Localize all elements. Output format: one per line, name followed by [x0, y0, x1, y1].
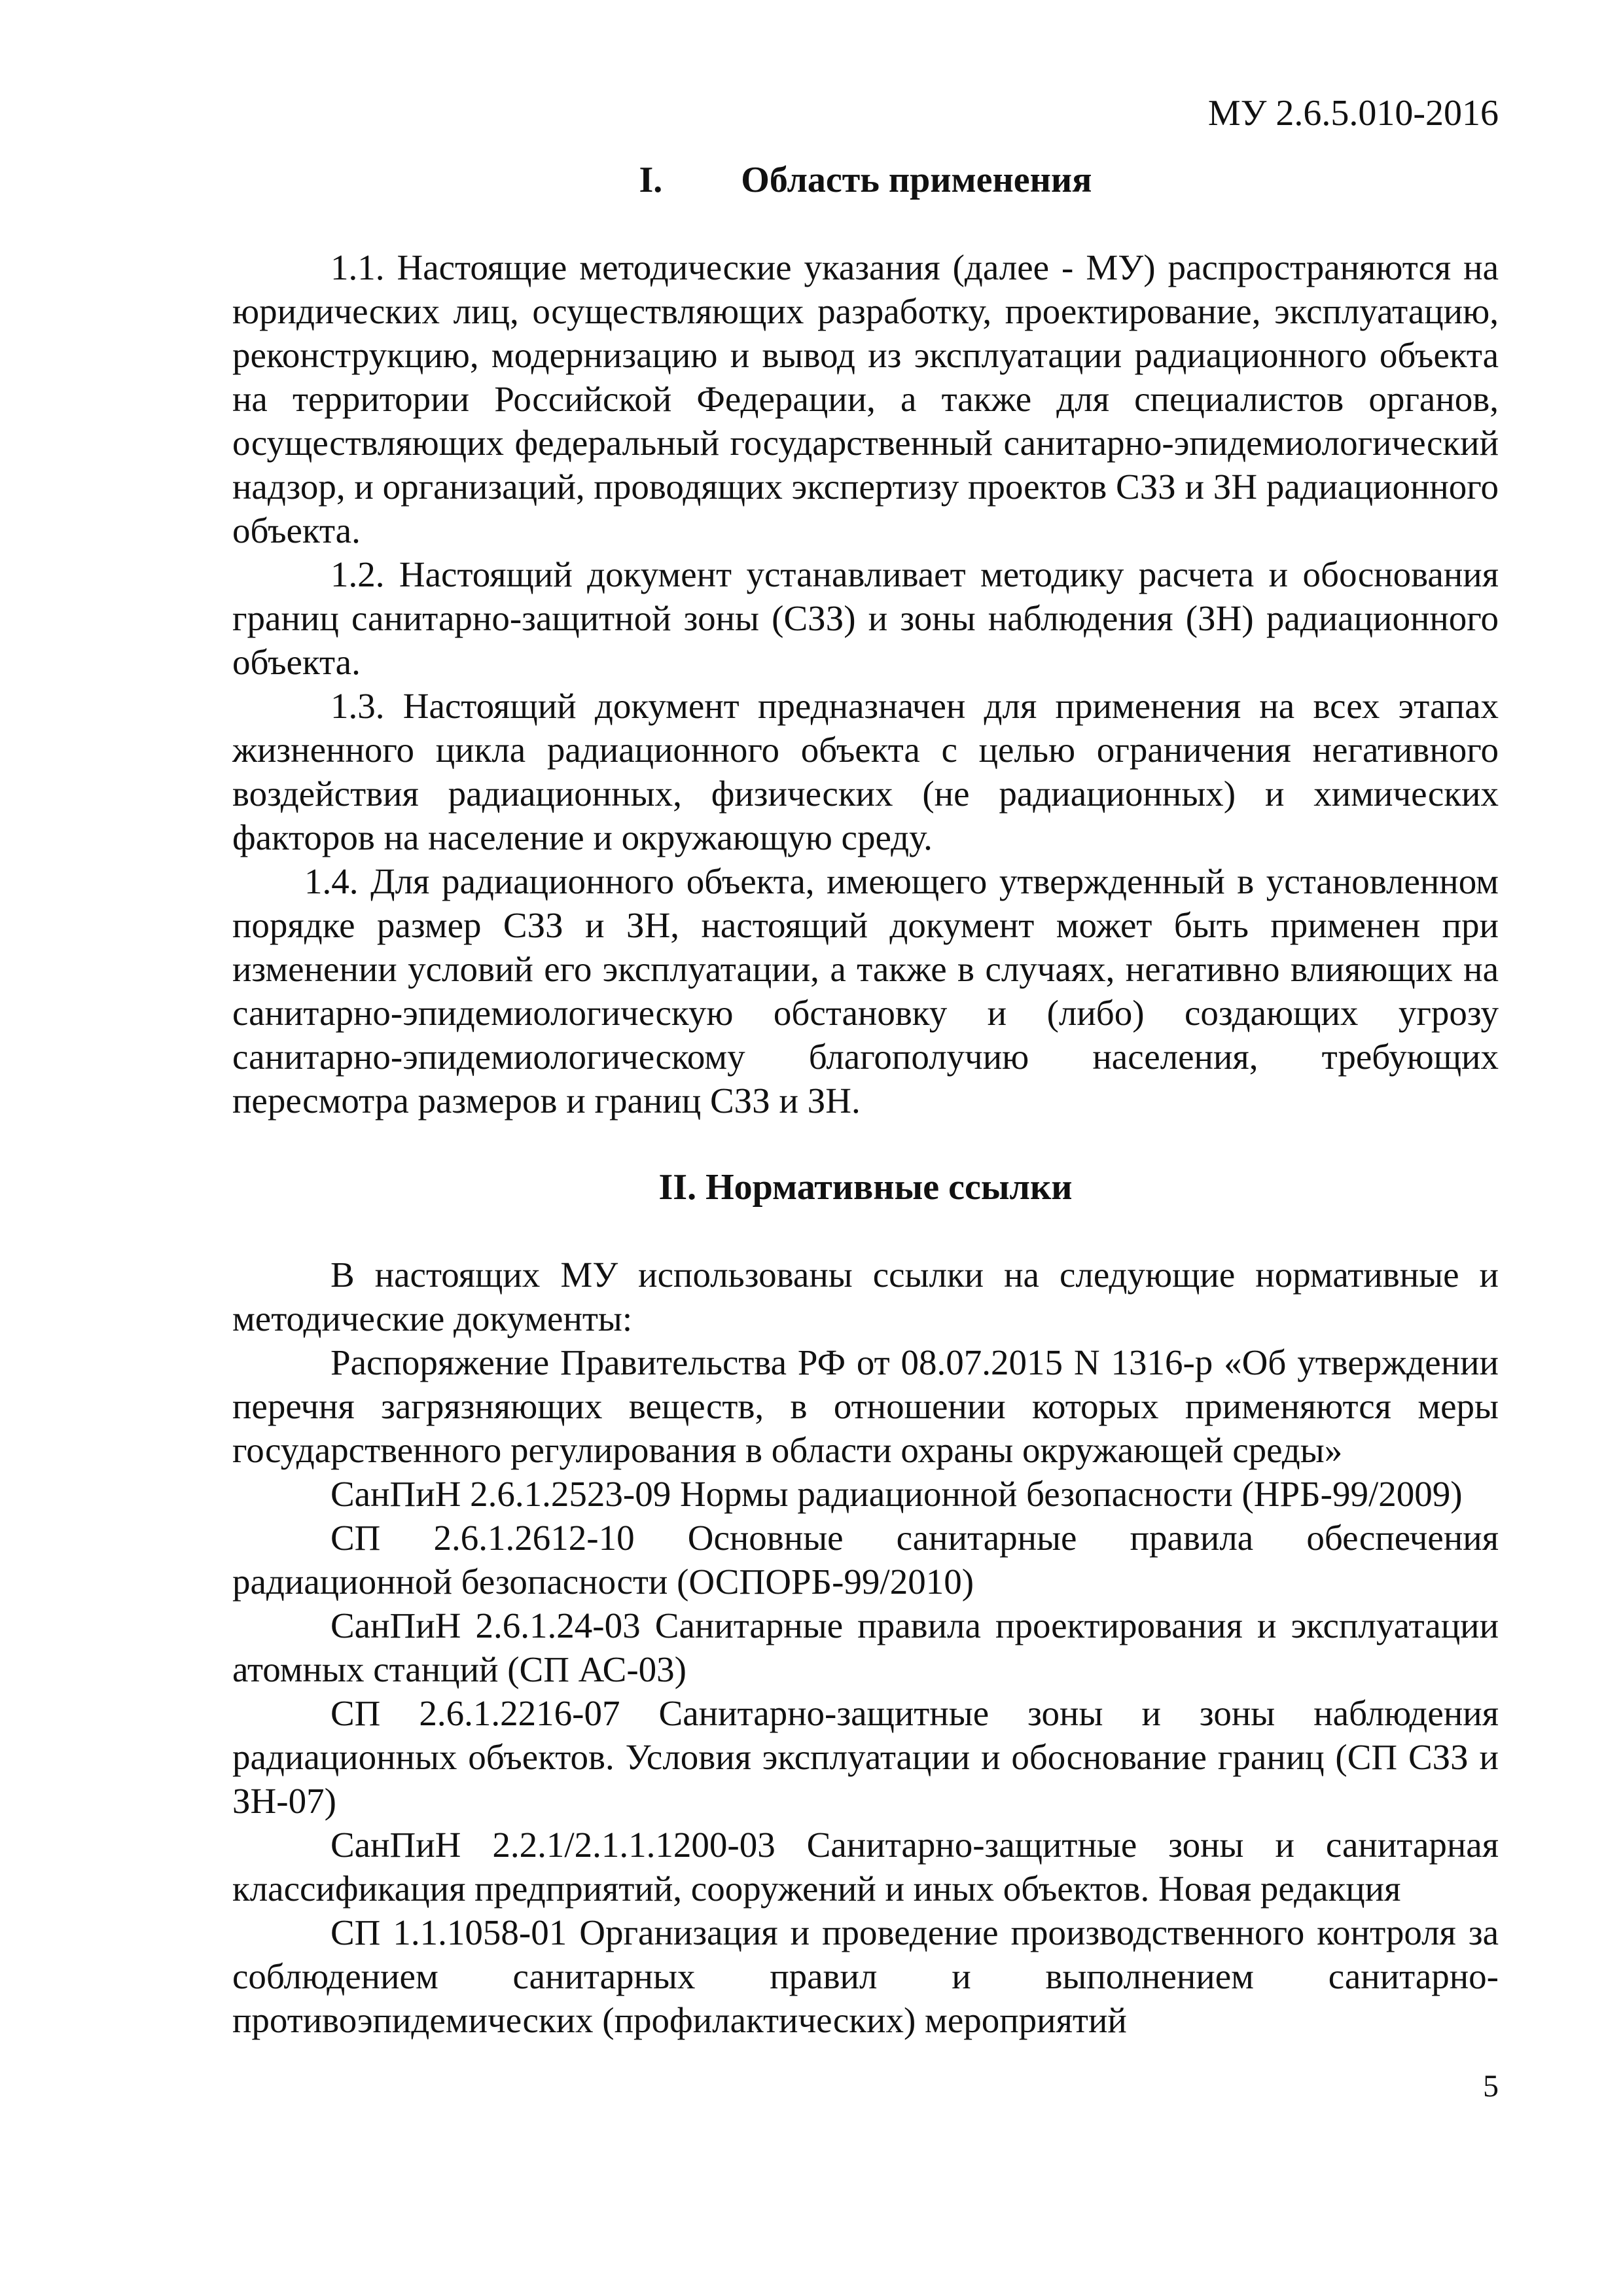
- page-content: [232, 98, 1499, 2042]
- section-1-title: Область применения: [741, 160, 1092, 200]
- reference-item: СанПиН 2.2.1/2.1.1.1200-03 Санитарно-защитные зоны и санитарная классификация предприятий, сооружений и иных объектов. Новая редакция: [232, 1825, 1499, 1909]
- paragraph-1-3: 1.3. Настоящий документ предназначен для применения на всех этапах жизненного цикла радиационного объекта с целью ограничения негативного воздействия радиационных, физических (не радиационных) и химических факторов на население и окружающую среду.: [232, 686, 1499, 857]
- section-2-title: II. Нормативные ссылки: [658, 1167, 1073, 1208]
- document-code: МУ 2.6.5.010-2016: [1207, 93, 1499, 134]
- references-intro: В настоящих МУ использованы ссылки на следующие нормативные и методические документы:: [232, 1255, 1499, 1338]
- reference-item: СП 2.6.1.2216-07 Санитарно-защитные зоны и зоны наблюдения радиационных объектов. Условия эксплуатации и обоснование границ (СП СЗЗ и ЗН-07): [232, 1693, 1499, 1821]
- reference-item: СанПиН 2.6.1.2523-09 Нормы радиационной безопасности (НРБ-99/2009): [330, 1474, 1463, 1514]
- reference-item: СП 2.6.1.2612-10 Основные санитарные правила обеспечения радиационной безопасности (ОСПОРБ-99/2010): [232, 1518, 1499, 1602]
- section-1-heading: [232, 158, 1499, 202]
- reference-item: Распоряжение Правительства РФ от 08.07.2015 N 1316-р «Об утверждении перечня загрязняющих веществ, в отношении которых применяются меры государственного регулирования в области охраны окружающей среды»: [232, 1342, 1499, 1470]
- reference-item: СП 1.1.1058-01 Организация и проведение производственного контроля за соблюдением санитарных правил и выполнением санитарно-противоэпидемических (профилактических) мероприятий: [232, 1912, 1499, 2040]
- section-1-number: I.: [639, 160, 663, 200]
- reference-item: СанПиН 2.6.1.24-03 Санитарные правила проектирования и эксплуатации атомных станций (СП АС-03): [232, 1605, 1499, 1689]
- page-number: 5: [1483, 2069, 1499, 2104]
- paragraph-1-2: 1.2. Настоящий документ устанавливает методику расчета и обоснования границ санитарно-защитной зоны (СЗЗ) и зоны наблюдения (ЗН) радиационного объекта.: [232, 554, 1499, 682]
- paragraph-1-1: 1.1. Настоящие методические указания (далее - МУ) распространяются на юридических лиц, осуществляющих разработку, проектирование, эксплуатацию, реконструкцию, модернизацию и вывод из эксплуатации радиационного объекта на территории Российской Федерации, а также для специалистов органов, осуществляющих федеральный государственный санитарно-эпидемиологический надзор, и организаций, проводящих экспертизу проектов СЗЗ и ЗН радиационного объекта.: [232, 247, 1499, 550]
- paragraph-1-4: 1.4. Для радиационного объекта, имеющего утвержденный в установленном порядке размер СЗЗ и ЗН, настоящий документ может быть применен при изменении условий его эксплуатации, а также в случаях, негативно влияющих на санитарно-эпидемиологическую обстановку и (либо) создающих угрозу санитарно-эпидемиологическому благополучию населения, требующих пересмотра размеров и границ СЗЗ и ЗН.: [232, 861, 1499, 1121]
